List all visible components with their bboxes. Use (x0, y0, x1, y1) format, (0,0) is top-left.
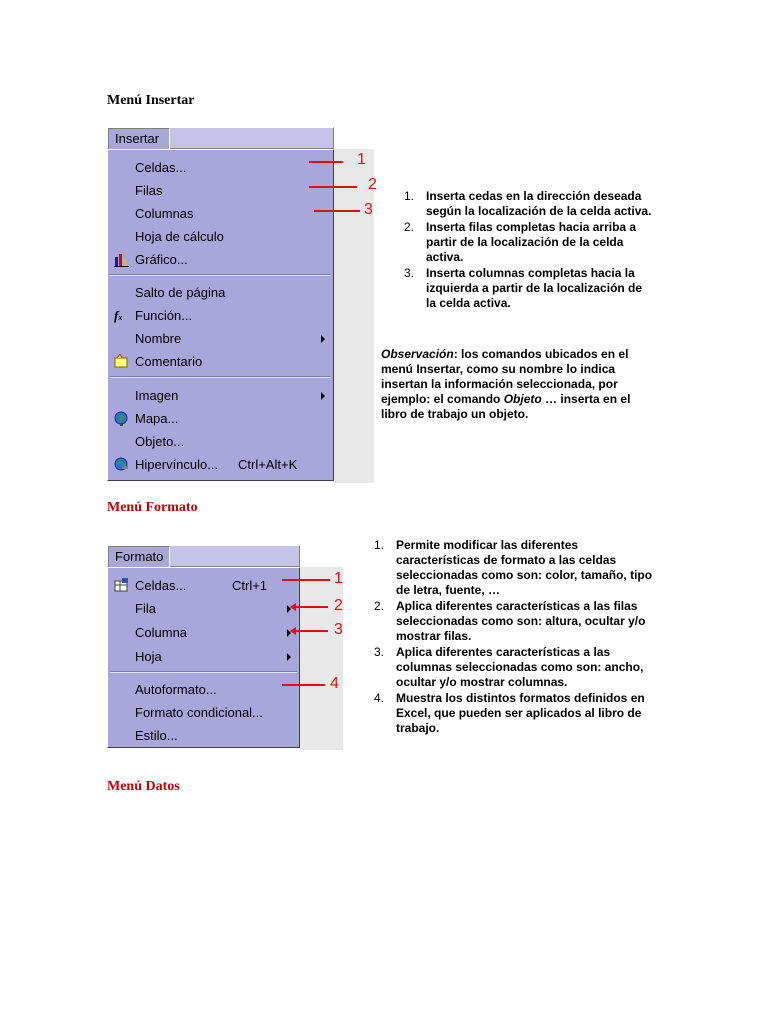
heading-menu-formato: Menú Formato (107, 500, 198, 515)
menu-item-columnas[interactable]: Columnas (135, 206, 194, 221)
menu-title-insertar[interactable]: Insertar (108, 128, 170, 150)
annotation-number-3: 3 (364, 201, 373, 218)
heading-menu-datos: Menú Datos (107, 779, 180, 794)
note-item: 1. Inserta cedas en la dirección deseada según la localización de la celda activa. (404, 189, 652, 218)
annotation-arrow-icon (290, 627, 296, 635)
menu-separator (110, 671, 297, 673)
menu-formato-screenshot (107, 545, 343, 750)
menu-item-nombre[interactable]: Nombre (108, 327, 333, 350)
menu-separator (110, 376, 331, 378)
annotation-number-2: 2 (334, 597, 343, 614)
annotation-arrow-icon (290, 603, 296, 611)
menu-item-hipervinculo[interactable]: Hipervínculo... Ctrl+Alt+K (108, 453, 333, 476)
menu-item-formato-condicional[interactable]: Formato condicional... (135, 705, 263, 720)
menu-item-grafico[interactable]: Gráfico... (108, 248, 333, 271)
note-item: 3. Aplica diferentes características a las columnas seleccionadas como son: ancho, ocultar y/o mostrar columnas. (374, 645, 644, 689)
globe-icon (114, 411, 129, 426)
annotation-number-4: 4 (330, 675, 339, 692)
menu-item-imagen[interactable]: Imagen (108, 384, 333, 407)
hyperlink-icon (114, 457, 129, 472)
note-item: 3. Inserta columnas completas hacia la izquierda a partir de la localización de la celda activa. (404, 266, 643, 310)
menu-item-columna[interactable]: Columna (108, 621, 299, 644)
comment-icon (114, 354, 129, 369)
notes-formato (374, 538, 664, 737)
menu-item-filas[interactable]: Filas (135, 183, 163, 198)
note-item: 2. Inserta filas completas hacia arriba a partir de la localización de la celda activa. (404, 220, 637, 264)
notes-insertar (404, 189, 654, 312)
annotation-line-1 (309, 161, 343, 163)
annotation-line-3 (314, 210, 360, 212)
annotation-number-3: 3 (334, 621, 343, 638)
function-icon: fx (114, 308, 123, 323)
menu-item-hoja[interactable]: Hoja (108, 645, 299, 668)
menu-item-salto-de-pagina[interactable]: Salto de página (135, 285, 226, 300)
annotation-line-1 (282, 579, 330, 581)
annotation-line-3 (296, 630, 328, 632)
menu-formato-panel (107, 567, 300, 748)
annotation-number-1: 1 (334, 570, 343, 587)
menu-item-objeto[interactable]: Objeto... (135, 434, 185, 449)
annotation-number-2: 2 (368, 176, 377, 193)
menu-item-celdas[interactable]: Celdas... (135, 160, 187, 175)
chart-icon (114, 252, 129, 267)
menu-item-fila[interactable]: Fila (108, 597, 299, 620)
menubar (107, 127, 334, 149)
menu-insertar-screenshot (107, 127, 377, 483)
menu-separator (110, 274, 331, 276)
menu-item-celdas[interactable]: Celdas... Ctrl+1 (108, 574, 299, 597)
note-item: 1. Permite modificar las diferentes características de formato a las celdas seleccionadas como son: color, tamaño, tipo de letra, fuente, … (374, 538, 653, 597)
annotation-line-2 (296, 606, 328, 608)
annotation-number-1: 1 (357, 151, 366, 168)
menu-item-funcion[interactable]: fx Función... (114, 308, 193, 323)
note-item: 2. Aplica diferentes características a las filas seleccionadas como son: altura, ocultar y/o mostrar filas. (374, 599, 646, 643)
menubar (107, 545, 300, 567)
menu-title-formato[interactable]: Formato (108, 546, 170, 568)
annotation-line-4 (282, 684, 325, 686)
note-item: 4. Muestra los distintos formatos definidos en Excel, que pueden ser aplicados al libro de trabajo. (374, 691, 645, 735)
menu-item-autoformato[interactable]: Autoformato... (135, 682, 217, 697)
annotation-line-2 (309, 186, 357, 188)
menu-item-estilo[interactable]: Estilo... (135, 728, 178, 743)
heading-menu-insertar: Menú Insertar (107, 93, 195, 108)
menu-item-hoja-de-calculo[interactable]: Hoja de cálculo (135, 229, 224, 244)
submenu-arrow-icon (321, 392, 325, 400)
menu-insertar-panel (107, 149, 334, 481)
submenu-arrow-icon (321, 335, 325, 343)
menu-item-comentario[interactable]: Comentario (108, 350, 333, 373)
menu-item-mapa[interactable]: Mapa... (108, 407, 333, 430)
observacion-paragraph: Observación: los comandos ubicados en el menú Insertar, como su nombre lo indica insertan la información seleccionada, por ejemplo: el comando Objeto … inserta en el libro de trabajo un objeto. (381, 347, 631, 421)
format-cells-icon (114, 578, 129, 593)
submenu-arrow-icon (287, 653, 291, 661)
